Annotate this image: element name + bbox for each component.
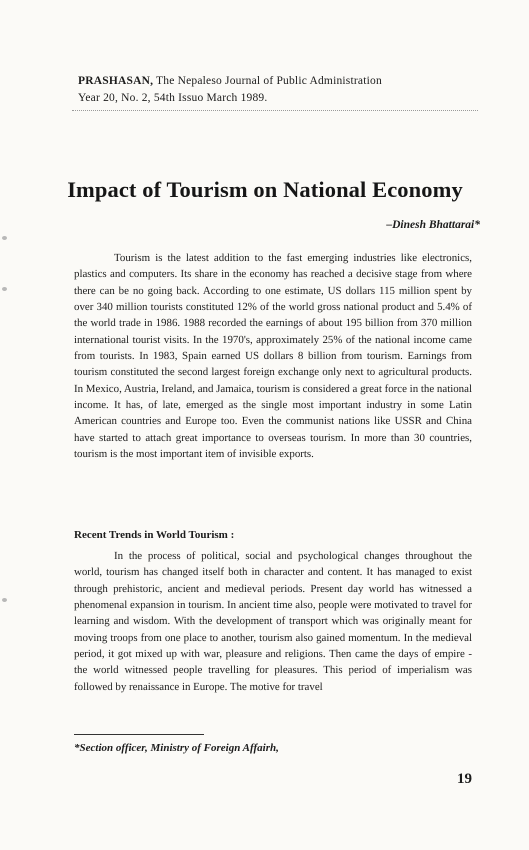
article-body-trends [74, 548, 472, 695]
paragraph-trends: In the process of political, social and psychological changes throughout the world, tourism has changed itself both in character and content. It has managed to exist through prehistoric, ancient and medieval periods. Present day world has witnessed a phenomenal expansion in tourism. In ancient time also, people were motivated to travel for learning and wisdom. With the development of transport which was originally meant for moving troops from one place to another, tourism also gained momentum. In the medieval period, it got mixed up with war, pleasure and religions. Then came the days of empire - the world witnessed people travelling for pleasures. This period of imperialism was followed by renaissance in Europe. The motive for travel [74, 550, 472, 693]
article-author: –Dinesh Bhattarai* [386, 219, 480, 231]
scan-margin-mark [2, 236, 7, 240]
footnote: *Section officer, Ministry of Foreign Affairh, [74, 742, 279, 754]
journal-name: The Nepaleso Journal of Public Administration [153, 75, 382, 87]
journal-line [78, 73, 478, 90]
section-heading: Recent Trends in World Tourism : [74, 529, 235, 541]
header-divider [72, 110, 478, 111]
journal-header [78, 73, 478, 107]
issue-info: Year 20, No. 2, 54th Issuo March 1989. [78, 92, 268, 104]
paragraph-intro: Tourism is the latest addition to the fast emerging industries like electronics, plastics and computers. Its share in the economy has reached a decisive stage from where there can be no going back. According to one estimate, US dollars 115 million spent by over 340 million tourists constituted 12% of the world gross national product and 5.4% of the world trade in 1986. 1988 recorded the earnings of about 195 billion from 370 million international tourist visits. In the 1970's, approximately 25% of the national income came from tourists. In 1983, Spain earned US dollars 8 billion from tourism. Earnings from tourism constituted the second largest foreign exchange only next to agricultural products. In Mexico, Austria, Ireland, and Jamaica, tourism is considered a great force in the national income. It has, of late, emerged as the single most important industry in some Latin American countries and Europe too. Even the communist nations like USSR and China have started to attach great importance to overseas tourism. In more than 30 countries, tourism is the most important item of invisible exports. [74, 252, 472, 461]
scan-margin-mark [2, 287, 7, 291]
journal-brand: PRASHASAN, [78, 75, 154, 87]
scan-margin-mark [2, 598, 7, 602]
article-body-intro [74, 250, 472, 462]
footnote-divider [74, 734, 204, 735]
article-title: Impact of Tourism on National Economy [67, 177, 463, 202]
page-number: 19 [457, 771, 472, 787]
